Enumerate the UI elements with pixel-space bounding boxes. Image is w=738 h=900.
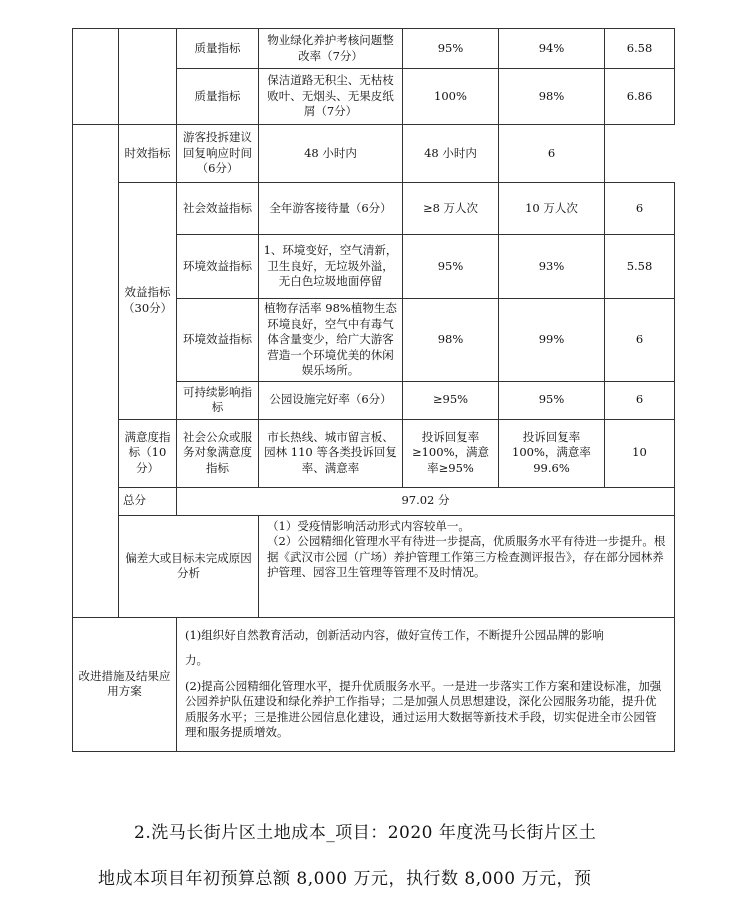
indicator-category: 时效指标 — [119, 125, 177, 183]
actual-value: 95% — [499, 381, 605, 419]
improvement-line: (2)提高公园精细化管理水平，提升优质服务水平。一是进一步落实工作方案和建设标准，加强公园养护队伍建设和绿化养护工作指导；二是加强人员思想建设，深化公园服务功能，提升优质服务水平；三是推进公园信息化建设，通过运用大数据等新技术手段，切实促进全市公园管理和服务提质增效。 — [185, 678, 662, 739]
improvement-line: (1)组织好自然教育活动，创新活动内容，做好宣传工作，不断提升公园品牌的影响 — [185, 627, 604, 642]
total-row — [73, 487, 675, 515]
indicator-name: 物业绿化养护考核问题整改率（7分） — [259, 29, 403, 69]
indicator-category: 社会效益指标 — [177, 183, 259, 235]
indicator-category: 环境效益指标 — [177, 299, 259, 382]
paragraph-line-1: 2.洗马长街片区土地成本_项目：2020 年度洗马长街片区土 — [134, 823, 597, 843]
indicator-name: 保洁道路无积尘、无枯枝败叶、无烟头、无果皮纸屑（7分） — [259, 69, 403, 125]
deviation-content — [259, 515, 675, 617]
actual-value: 99% — [499, 299, 605, 382]
target-value: 48 小时内 — [259, 125, 403, 183]
actual-value: 10 万人次 — [499, 183, 605, 235]
deviation-row — [73, 515, 675, 617]
table-row — [73, 125, 675, 183]
table-row — [73, 419, 675, 487]
deviation-line: （1）受疫情影响活动形式内容较单一。 — [267, 518, 470, 533]
actual-value: 93% — [499, 235, 605, 299]
indicator-name: 市长热线、城市留言板、园林 110 等各类投诉回复率、满意率 — [259, 419, 403, 487]
deviation-label: 偏差大或目标未完成原因分析 — [119, 515, 259, 617]
improvement-label: 改进措施及结果应用方案 — [73, 617, 177, 751]
total-value: 97.02 分 — [177, 487, 675, 515]
performance-table — [72, 28, 675, 752]
improvement-row — [73, 617, 675, 751]
indicator-name: 全年游客接待量（6分） — [259, 183, 403, 235]
improvement-content — [177, 617, 675, 751]
satisfaction-indicator-label: 满意度指标（10分） — [119, 419, 177, 487]
total-label: 总分 — [119, 487, 177, 515]
benefit-indicator-label: 效益指标（30分） — [119, 183, 177, 420]
score-value: 6 — [499, 125, 605, 183]
indicator-category: 质量指标 — [177, 69, 259, 125]
table-row — [73, 29, 675, 69]
target-value: 投诉回复率≥100%，满意率≥95% — [403, 419, 499, 487]
actual-value: 94% — [499, 29, 605, 69]
score-value: 6 — [605, 381, 675, 419]
score-value: 6 — [605, 299, 675, 382]
indicator-name: 游客投拆建议回复响应时间（6分） — [177, 125, 259, 183]
indicator-category: 质量指标 — [177, 29, 259, 69]
indicator-name: 公园设施完好率（6分） — [259, 381, 403, 419]
paragraph-line-2: 地成本项目年初预算总额 8,000 万元，执行数 8,000 万元，预 — [98, 869, 592, 889]
indicator-category: 环境效益指标 — [177, 235, 259, 299]
table-row — [73, 183, 675, 235]
score-value: 5.58 — [605, 235, 675, 299]
actual-value: 98% — [499, 69, 605, 125]
target-value: ≥8 万人次 — [403, 183, 499, 235]
target-value: ≥95% — [403, 381, 499, 419]
target-value: 95% — [403, 29, 499, 69]
target-value: 95% — [403, 235, 499, 299]
actual-value: 投诉回复率100%，满意率99.6% — [499, 419, 605, 487]
actual-value: 48 小时内 — [403, 125, 499, 183]
score-value: 10 — [605, 419, 675, 487]
target-value: 98% — [403, 299, 499, 382]
target-value: 100% — [403, 69, 499, 125]
score-value: 6.86 — [605, 69, 675, 125]
score-value: 6 — [605, 183, 675, 235]
improvement-line: 力。 — [185, 653, 208, 667]
indicator-category: 可持续影响指标 — [177, 381, 259, 419]
score-value: 6.58 — [605, 29, 675, 69]
indicator-name: 1、环境变好，空气清新，卫生良好，无垃圾外溢，无白色垃圾地面停留 — [259, 235, 403, 299]
indicator-name: 植物存活率 98%植物生态环境良好，空气中有毒气体含量变少，给广大游客营造一个环境优美的休闲娱乐场所。 — [259, 299, 403, 382]
deviation-line: （2）公园精细化管理水平有待进一步提高，优质服务水平有待进一步提升。根据《武汉市公园（广场）养护管理工作第三方检查测评报告》，存在部分园林养护管理、园容卫生管理等管理不及时情况。 — [267, 534, 666, 579]
indicator-category: 社会公众或服务对象满意度指标 — [177, 419, 259, 487]
